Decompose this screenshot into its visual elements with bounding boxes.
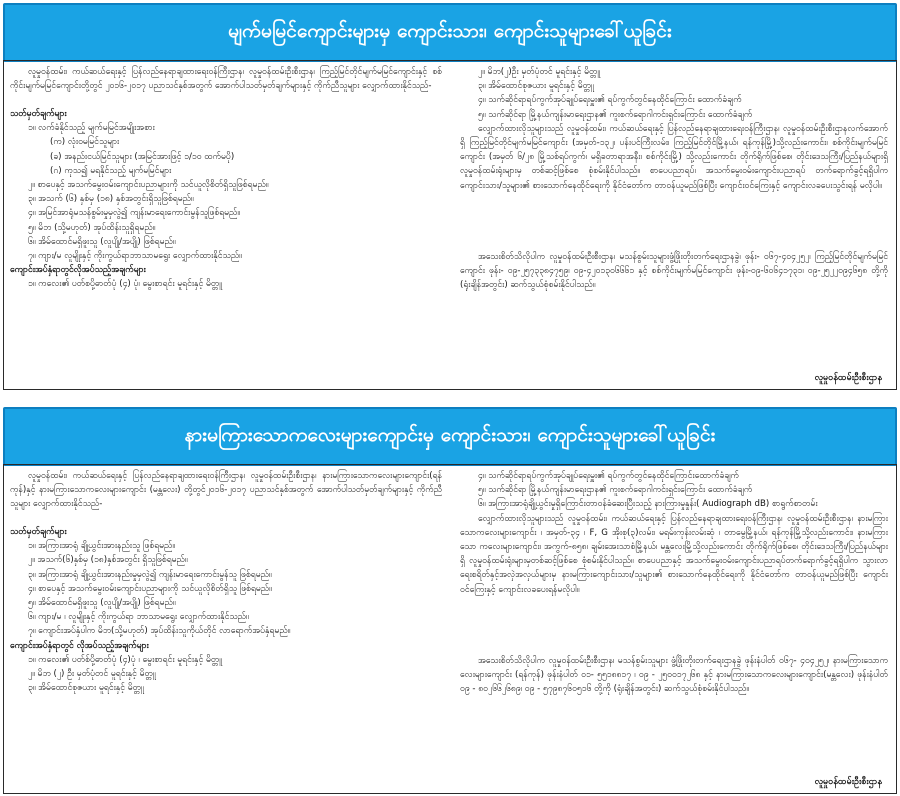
criteria-item: ၆။ အိမ်ထောင်မရှိဖူးသူ (လူပျို/အပျို) ဖြစ်ရမည်။ [28, 236, 176, 247]
notice-deaf-schools [0, 404, 900, 796]
criteria-item: ၁။ လက်ခံနိုင်သည့် မျက်မမြင်အမျိုးအစား [28, 123, 155, 134]
criteria-item: ၆။ ကျား/မ ၊ လူမျိုးနှင့် ကိုးကွယ်ရာ ဘာသာမရွေး လျှောက်ထားနိုင်သည်။ [28, 612, 249, 623]
criteria-item: ၇။ ကျောင်းအပ်နှံပါက မိဘ(သို့မဟုတ်) အုပ်ထိန်းသူကိုယ်တိုင် လာရောက်အပ်နှံရမည်။ [28, 626, 291, 637]
criteria-heading: သတ်မှတ်ချက်များ [10, 109, 67, 119]
notice-title: နားမကြားသောကလေးများကျောင်းမှ ကျောင်းသား၊ ကျောင်းသူများခေါ်ယူခြင်း [184, 423, 716, 446]
docs-heading: ကျောင်းအပ်နှံရာတွင် လိုအပ်သည့်အချက်များ [10, 640, 149, 651]
docs-item: ၅။ သက်ဆိုင်ရာ မြို့နယ်ကျန်းမာရေးဌာန၏ ကူးစက်ရောဂါကင်းရှင်းကြောင်း ထောက်ခံချက် [478, 485, 753, 496]
criteria-subitem: (က) လုံးဝမမြင်သူများ [50, 137, 120, 148]
notice-body-frame [3, 60, 897, 390]
apply-paragraph: လျှောက်ထားလိုသူများသည် လူမှုဝန်ထမ်း၊ ကယ်ဆယ်ရေးနှင့် ပြန်လည်နေရာချထားရေးဝန်ကြီးဌာန၊ လူမှုဝန်ထမ်းဦးစီးဌာနလက်အောက်ရှိ ကြည့်မြင်တိုင်မျက်မမြင်ကျောင်း (အမှတ်-၁၃၂၊ ပန်းပင်ကြီးလမ်း၊ ကြည့်မြင်တိုင်မြို့နယ်၊ ရန်ကုန်မြို့)သို့လည်းကောင်း၊ စစ်ကိုင်းမျက်မမြင်ကျောင်း (အမှတ် ၆/၂၈ မြို့သစ်ရပ်ကွက်၊ မရှိခတာရာအနီး၊ စစ်ကိုင်းမြို့) သို့လည်းကောင်း တိုက်ရိုက်ဖြစ်စေ၊ တိုင်းဒေသကြီး/ပြည်နယ်များရှိ လူမှုဝန်ထမ်းရုံးများမှ တစ်ဆင့်ဖြစ်စေ စုံစမ်းနိုင်ပါသည်။ စာပေပညာရပ်၊ အသက်မွေးဝမ်းကျောင်းပညာရပ် တက်ရောက်ခွင့်ရရှိပါက ကျောင်းသား/သူများ၏ စားသောက်နေထိုင်ရေးကို နိုင်ငံတော်က တာဝန်ယူမည်ဖြစ်ပြီး ကျောင်းဝင်ကြေးနှင့် ကျောင်းလခပေးသွင်းရန် မလိုပါ။ [460, 123, 888, 191]
docs-item: ၅။ သက်ဆိုင်ရာ မြို့နယ်ကျန်းမာရေးဌာန၏ ကူးစက်ရောဂါကင်းရှင်းကြောင်း ထောက်ခံချက် [478, 109, 753, 120]
criteria-item: ၃။ အကြားအာရုံ ချို့ယွင်းအားနည်းမှုမှလွဲ၍ ကျန်းမာရေးကောင်းမွန်သူ ဖြစ်ရမည်။ [28, 569, 272, 580]
notice-title-banner [3, 3, 897, 62]
criteria-item: ၂။ စာပေနှင့် အသက်မွေးဝမ်းကျောင်းပညာများကို သင်ယူလိုစိတ်ရှိသူဖြစ်ရမည်။ [28, 180, 269, 191]
notice-blind-schools [0, 0, 900, 392]
docs-item: ၁။ ကလေး၏ ပတ်စပို့ဓာတ်ပုံ (၄) ပုံ၊ မွေးစာရင်း မူရင်းနှင့် မိတ္တူ [28, 279, 222, 290]
docs-item: ၂။ မိဘ(၂)ဦး မှတ်ပုံတင် မူရင်းနှင့် မိတ္တူ [478, 67, 600, 77]
left-column [10, 65, 442, 292]
intro-paragraph: လူမှုဝန်ထမ်း၊ ကယ်ဆယ်ရေးနှင့် ပြန်လည်နေရာချထားရေးဝန်ကြီးဌာန၊ လူမှုဝန်ထမ်းဦးစီးဌာန၊ နားမကြားသောကလေးများကျောင်း(ရန်ကုန်)နှင့် နားမကြားသောကလေးများကျောင်း (မန္တလေး) တို့တွင်၂၀၁၆-၂၀၁၇ ပညာသင်နှစ်အတွက် အောက်ပါသတ်မှတ်ချက်များနှင့် ကိုက်ညီသူများ လျှောက်ထားနိုင်သည်- [10, 471, 442, 510]
apply-paragraph: လျှောက်ထားလိုသူများသည် လူမှုဝန်ထမ်း၊ ကယ်ဆယ်ရေးနှင့် ပြန်လည်နေရာချထားရေးဝန်ကြီးဌာန၊ လူမှုဝန်ထမ်းဦးစီးဌာန၊ နားမကြားသောကလေးများကျောင်း ၊ အမှတ်-၃၄ ၊ F, G အိုးစု(၃)လမ်း၊ မရမ်းကုန်းလမ်းဆုံ ၊ တာမွေမြို့နယ်၊ ရန်ကုန်မြို့သို့လည်းကောင်း၊ နားမကြားသော ကလေးများကျောင်း၊ အကွက်-၈၅၈၊ ချမ်းအေးသာစံမြို့နယ်၊ မန္တလေးမြို့သို့လည်းကောင်း တိုက်ရိုက်ဖြစ်စေ၊ တိုင်းဒေသကြီး/ပြည်နယ်များရှိ လူမှုဝန်ထမ်းရုံးများမှတစ်ဆင့်ဖြစ်စေ စုံစမ်းနိုင်ပါသည်။ စာပေပညာနှင့် အသက်မွေးဝမ်းကျောင်းပညာရပ်တက်ရောက်ခွင့်ရရှိပါက သွားလာရေးစရိတ်နှင့်အလှဲအလှယ်များမှ နားမကြားကျောင်းသား/သူများ၏ စားသောက်နေထိုင်ရေးကို နိုင်ငံတော်က တာဝန်ယူမည်ဖြစ်ပြီး ကျောင်းဝင်ကြေးနှင့် ကျောင်းလခပေးရန်မလိုပါ။ [460, 513, 888, 595]
docs-item: ၂။ မိဘ (၂) ဦး မှတ်ပုံတင် မူရင်းနှင့် မိတ္တူ [28, 669, 156, 680]
docs-item: ၃။ အိမ်ထောင်စုဇယား မူရင်းနှင့် မိတ္တူ [28, 683, 144, 694]
criteria-item: ၇။ ကျား/မ လူမျိုးနှင့် ကိုးကွယ်ရာဘာသာမရွေး လျှောက်ထားနိုင်သည်။ [28, 251, 242, 262]
left-column [10, 469, 442, 695]
criteria-item: ၂။ အသက်(၆)နှစ်မှ (၁၈)နှစ်အတွင်း ရှိသူဖြစ်ရမည်။ [28, 555, 188, 566]
docs-item: ၃။ အိမ်ထောင်စုဇယား မူရင်းနှင့် မိတ္တူ [478, 81, 594, 92]
notice-body-frame [3, 464, 897, 794]
notice-title: မျက်မမြင်ကျောင်းများမှ ကျောင်းသား၊ ကျောင်းသူများခေါ်ယူခြင်း [228, 19, 672, 42]
criteria-item: ၄။ စာပေနှင့် အသက်မွေးဝမ်းကျောင်းပညာများကို သင်ယူလိုစိတ်ရှိသူ ဖြစ်ရမည်။ [28, 583, 272, 594]
docs-heading: ကျောင်းအပ်နှံရာတွင်လိုအပ်သည့်အချက်များ [10, 265, 146, 276]
contact-paragraph: အသေးစိတ်သိလိုပါက လူမှုဝန်ထမ်းဦးစီးဌာန၊ မသန်စွမ်းသူများ ဖွံ့ဖြိုးတိုးတက်ရေးဌာနခွဲ ဖုန်းနံပါတ် ၀၆၇- ၄၀၄၂၅၂၊ နားမကြားသောကလေးများကျောင်း (ရန်ကုန်) ဖုန်းနံပါတ် ၀၁- ၅၅၁၈၈၁၇ ၊ ၀၉ - ၂၅၀၀၁၇၂၆၈ နှင့် နားမကြားသောကလေးများကျောင်း(မန္တလေး) ဖုန်းနံပါတ် ၀၉ - ၈၀၂၆၆၂၆၈၉၊ ၀၉ - ၅၇၉၈၇၆၀၅၁၆ တို့ကို (ရုံးချိန်အတွင်း) ဆက်သွယ်စုံစမ်းနိုင်ပါသည်။ [460, 655, 888, 695]
docs-item: ၆။ အကြားအာရုံချို့ယွင်းမှုရှိကြောင်းတာဝန်ခံဆေးပြီးသည့် နားကြားမှုနှုန်း( Audiograph dB) စာရွက်စာတမ်း [478, 499, 818, 510]
criteria-item: ၃။ အသက် (၆) နှစ်မှ (၁၈) နှစ်အတွင်းရှိသူဖြစ်ရမည်။ [28, 194, 194, 205]
criteria-item: ၄။ အမြင်အာရုံမသန်စွမ်းမှုမှလွဲ၍ ကျန်းမာရေးကောင်းမွန်သူဖြစ်ရမည်။ [28, 208, 240, 219]
docs-item: ၄။ သက်ဆိုင်ရာရပ်ကွက်အုပ်ချုပ်ရေးမှူး၏ ရပ်ကွက်တွင်နေထိုင်ကြောင်း ထောက်ခံချက် [478, 95, 742, 106]
signature: လူမှုဝန်ထမ်းဦးစီးဌာန [814, 373, 882, 383]
docs-item: ၄။ သက်ဆိုင်ရာရပ်ကွက်အုပ်ချုပ်ရေးမှူး၏ ရပ်ကွက်တွင်နေထိုင်ကြောင်းထောက်ခံချက် [478, 471, 739, 481]
criteria-subitem: (ခ) အနည်းငယ်မြင်သူများ (အမြင်အားဖြင့် ၁/၁၀ ထက်မပို) [50, 151, 235, 162]
right-column [460, 65, 888, 306]
docs-item: ၁။ ကလေး၏ ပတ်စ်ပို့ဓာတ်ပုံ (၄)ပုံ ၊ မွေးစာရင်း မူရင်းနှင့် မိတ္တူ [28, 654, 222, 665]
signature: လူမှုဝန်ထမ်းဦးစီးဌာန [814, 777, 882, 787]
criteria-item: ၁။ အကြားအာရုံ ချို့ယွင်းအားနည်းသူ ဖြစ်ရမည်။ [28, 541, 175, 552]
right-column [460, 469, 888, 724]
criteria-item: ၅။ အိမ်ထောင်မရှိဖူးသူ (လူပျို/အပျို) ဖြစ်ရမည်။ [28, 598, 176, 609]
notice-title-banner [3, 407, 897, 466]
intro-paragraph: လူမှုဝန်ထမ်း၊ ကယ်ဆယ်ရေးနှင့် ပြန်လည်နေရာချထားရေးဝန်ကြီးဌာန၊ လူမှုဝန်ထမ်းဦးစီးဌာန၊ ကြည့်မြင်တိုင်မျက်မမြင်ကျောင်းနှင့် စစ်ကိုင်းမျက်မမြင်ကျောင်းတို့တွင် ၂၀၁၆-၂၀၁၇ ပညာသင်နှစ်အတွက် အောက်ပါသတ်မှတ်ချက်များနှင့် ကိုက်ညီသူများ လျှောက်ထားနိုင်သည်- [10, 67, 442, 92]
contact-paragraph: အသေးစိတ်သိလိုပါက လူမှုဝန်ထမ်းဦးစီးဌာန၊ မသန်စွမ်းသူများဖွံ့ဖြိုးတိုးတက်ရေးဌာနခွဲ၊ ဖုန်း- ၀၆၇-၄၀၄၂၅၂၊ ကြည့်မြင်တိုင်မျက်မမြင်ကျောင်း ဖုန်း- ၀၉-၂၅၇၃၃၈၄၇၅၉၊ ၀၉-၄၂၀၁၃၀၆၆၆၁ နှင့် စစ်ကိုင်းမျက်မမြင်ကျောင်း ဖုန်း-၀၉-၆၀၆၄၁၇၃၁၊ ၀၉-၂၅၂၂၀၉၄၆၅၈ တို့ကို (ရုံးချိန်အတွင်း) ဆက်သွယ်စုံစမ်းနိုင်ပါသည်။ [460, 251, 888, 291]
criteria-heading: သတ်မှတ်ချက်များ [10, 527, 67, 537]
criteria-item: ၅။ မိဘ (သို့မဟုတ်) အုပ်ထိန်းသူရှိရမည်။ [28, 222, 156, 233]
criteria-subitem: (ဂ) ကုသ၍ မရနိုင်သည့် မျက်မမြင်များ [50, 165, 172, 176]
